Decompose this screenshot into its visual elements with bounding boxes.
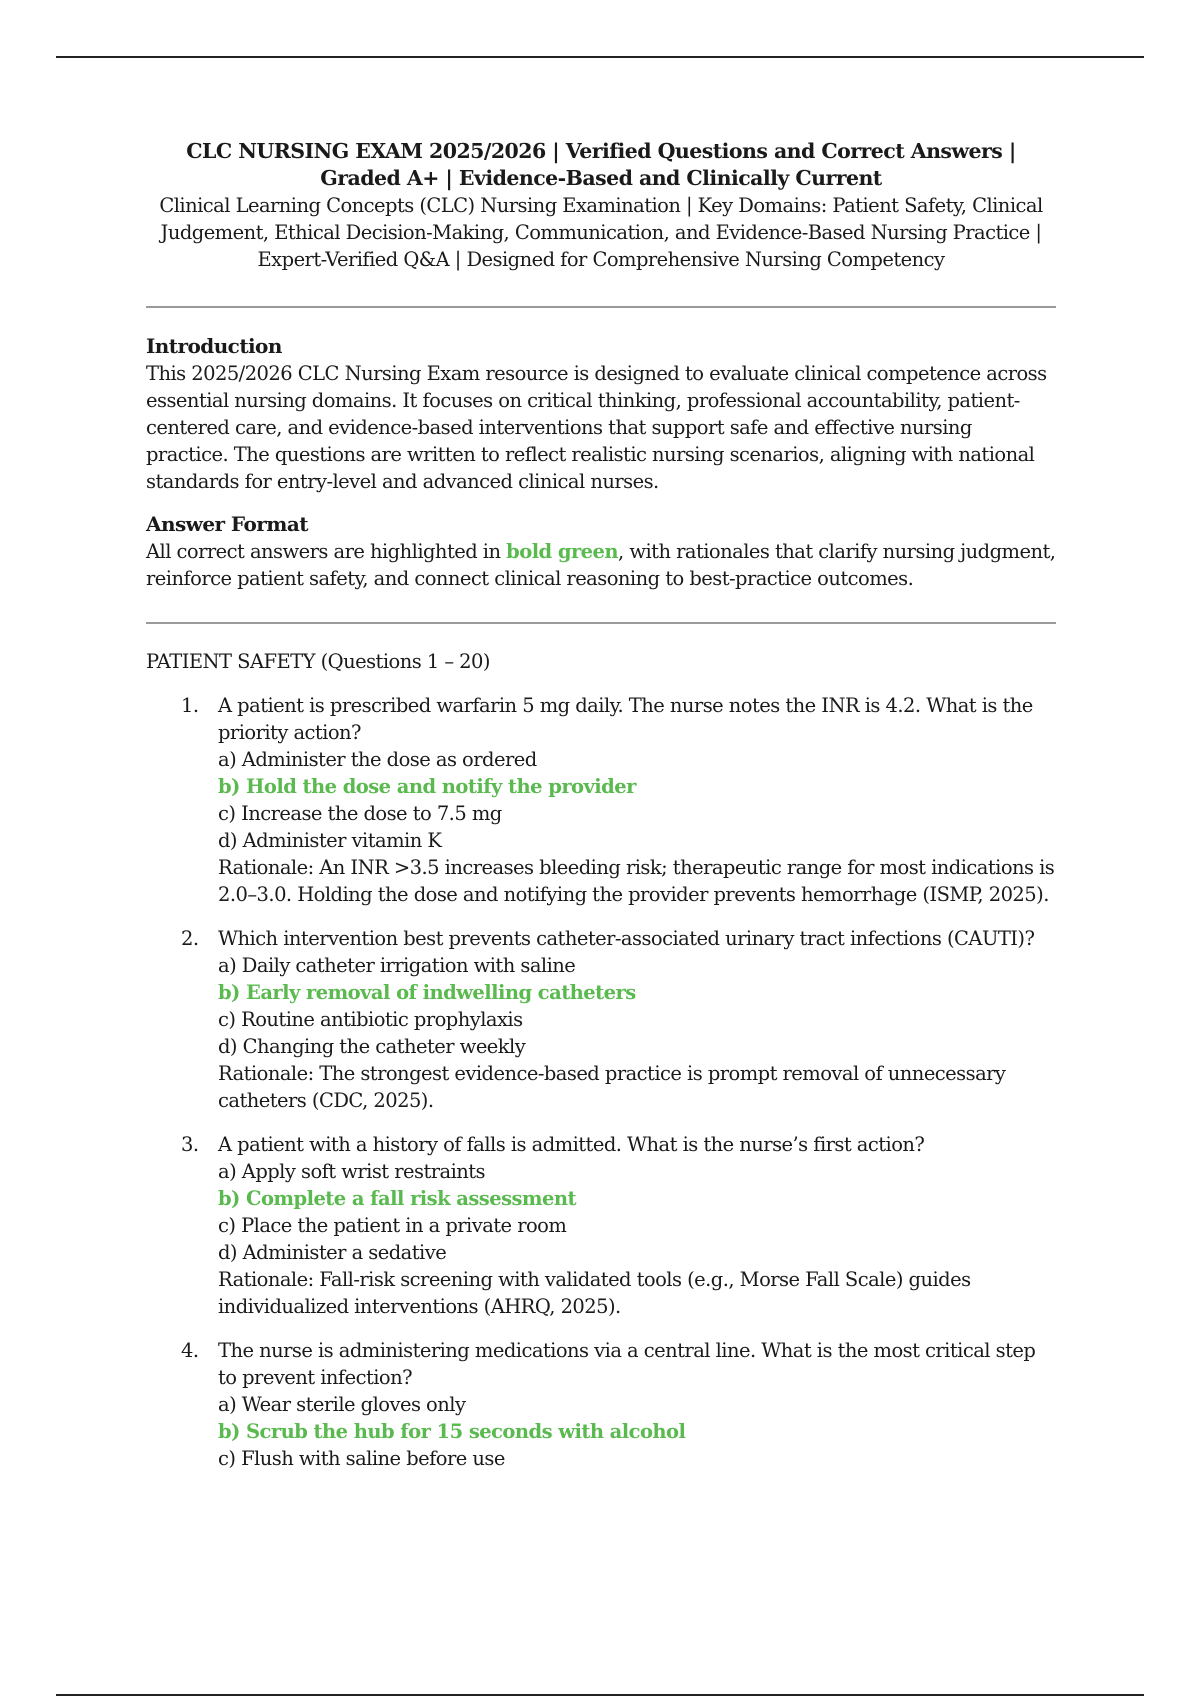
answer-format-heading: Answer Format	[146, 512, 308, 536]
question-stem: A patient is prescribed warfarin 5 mg daily. The nurse notes the INR is 4.2. What is the priority action?	[218, 694, 1033, 744]
answer-format-highlight: bold green	[506, 540, 619, 563]
answer-option: d) Administer a sedative	[218, 1241, 447, 1264]
introduction-text: This 2025/2026 CLC Nursing Exam resource is designed to evaluate clinical competence across essential nursing domains. It focuses on critical thinking, professional accountability, patient-centered care, and evidence-based interventions that support safe and effective nursing practice. The questions are written to reflect realistic nursing scenarios, aligning with national standards for entry-level and advanced clinical nurses.	[146, 362, 1047, 493]
introduction-heading: Introduction	[146, 334, 282, 358]
answer-format-text-before: All correct answers are highlighted in	[146, 540, 507, 563]
answer-rationale: Rationale: Fall-risk screening with validated tools (e.g., Morse Fall Scale) guides individualized interventions (AHRQ, 2025).	[218, 1268, 971, 1318]
answer-option: c) Place the patient in a private room	[218, 1214, 567, 1237]
question-item	[146, 692, 1056, 908]
answer-option: a) Daily catheter irrigation with saline	[218, 954, 576, 977]
answer-option: c) Routine antibiotic prophylaxis	[218, 1008, 523, 1031]
answer-option: a) Wear sterile gloves only	[218, 1393, 466, 1416]
question-stem: Which intervention best prevents catheter-associated urinary tract infections (CAUTI)?	[218, 927, 1035, 950]
correct-answer-option: b) Complete a fall risk assessment	[218, 1187, 576, 1210]
correct-answer-option: b) Hold the dose and notify the provider	[218, 775, 636, 798]
question-number: 3.	[181, 1133, 199, 1156]
answer-option: d) Changing the catheter weekly	[218, 1035, 526, 1058]
answer-format-text	[146, 538, 1056, 592]
question-item	[146, 1337, 1056, 1472]
question-number: 1.	[181, 694, 199, 717]
page-top-rule	[56, 56, 1144, 58]
question-list	[146, 692, 1056, 1472]
section-divider	[146, 622, 1056, 624]
answer-option: d) Administer vitamin K	[218, 829, 442, 852]
question-item	[146, 1131, 1056, 1320]
page-bottom-rule	[56, 1694, 1144, 1696]
question-stem: A patient with a history of falls is admitted. What is the nurse’s first action?	[218, 1133, 925, 1156]
answer-option: c) Flush with saline before use	[218, 1447, 505, 1470]
question-stem: The nurse is administering medications via a central line. What is the most critical step to prevent infection?	[218, 1339, 1036, 1389]
section-divider	[146, 306, 1056, 308]
section-title: PATIENT SAFETY (Questions 1 – 20)	[146, 650, 490, 673]
document-body	[146, 138, 1056, 1489]
answer-rationale: Rationale: An INR >3.5 increases bleeding risk; therapeutic range for most indications is 2.0–3.0. Holding the dose and notifying the provider prevents hemorrhage (ISMP, 2025).	[218, 856, 1055, 906]
answer-option: a) Apply soft wrist restraints	[218, 1160, 486, 1183]
correct-answer-option: b) Scrub the hub for 15 seconds with alcohol	[218, 1420, 686, 1443]
answer-option: c) Increase the dose to 7.5 mg	[218, 802, 502, 825]
question-item	[146, 925, 1056, 1114]
correct-answer-option: b) Early removal of indwelling catheters	[218, 981, 636, 1004]
answer-format-text-after: , with rationales that clarify nursing judgment, reinforce patient safety, and connect clinical reasoning to best-practice outcomes.	[146, 540, 1056, 590]
question-number: 4.	[181, 1339, 199, 1362]
answer-rationale: Rationale: The strongest evidence-based practice is prompt removal of unnecessary catheters (CDC, 2025).	[218, 1062, 1006, 1112]
document-subtitle: Clinical Learning Concepts (CLC) Nursing Examination | Key Domains: Patient Safety, Clinical Judgement, Ethical Decision-Making, Communication, and Evidence-Based Nursing Practice | Expert-Verified Q&A | Designed for Comprehensive Nursing Competency	[159, 194, 1043, 271]
document-title: CLC NURSING EXAM 2025/2026 | Verified Questions and Correct Answers | Graded A+ | Evidence-Based and Clinically Current	[186, 139, 1016, 190]
answer-option: a) Administer the dose as ordered	[218, 748, 537, 771]
question-number: 2.	[181, 927, 199, 950]
